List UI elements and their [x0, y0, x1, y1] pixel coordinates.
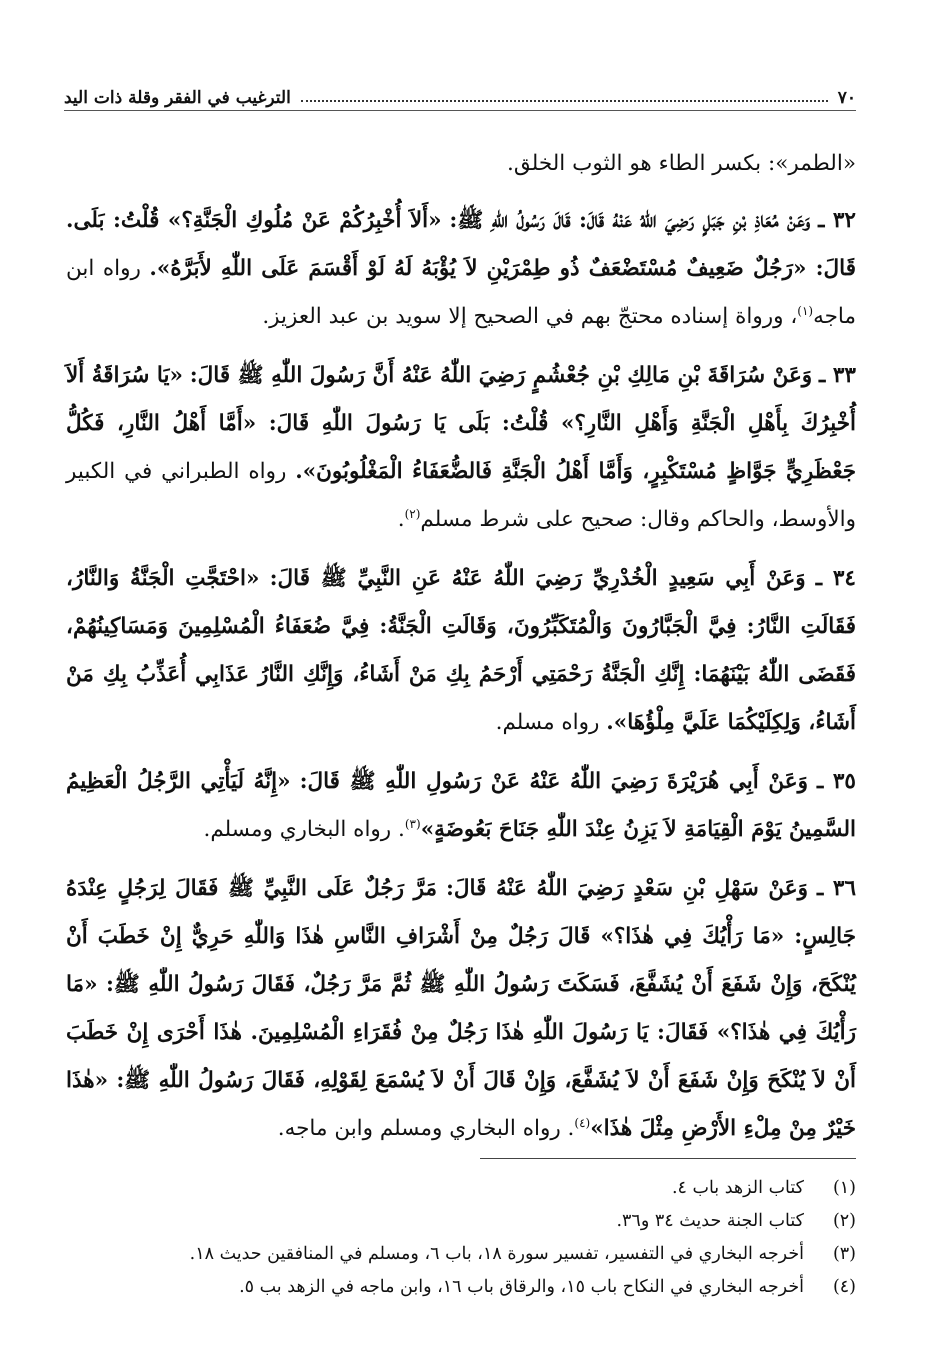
footnote-number: (٤) — [832, 1277, 856, 1297]
footnote-text: أخرجه البخاري في التفسير، تفسير سورة ١٨، باب ٦، ومسلم في المنافقين حديث ١٨. — [189, 1244, 804, 1264]
footnote-rule — [480, 1158, 856, 1159]
hadith-34 — [66, 555, 856, 747]
hadith-number: ٣٣ ـ — [819, 363, 856, 388]
footnote-text: كتاب الزهد باب ٤. — [671, 1178, 804, 1198]
hadith-source: . رواه البخاري ومسلم. — [203, 817, 405, 842]
hadith-number: ٣٤ ـ — [815, 566, 856, 591]
header-rule — [64, 110, 856, 111]
hadith-source: رواه مسلم. — [495, 710, 600, 735]
footnote-item — [64, 1238, 856, 1271]
hadith-32 — [66, 197, 856, 341]
footnote-number: (٣) — [832, 1244, 856, 1264]
hadith-source: . رواه البخاري ومسلم وابن ماجه. — [277, 1116, 575, 1141]
hadith-number: ٣٦ ـ — [816, 876, 856, 901]
header-title: الترغيب في الفقر وقلة ذات اليد — [64, 88, 291, 108]
hadith-isnad: وَعَنْ أَبِي هُرَيْرَةَ رَضِيَ اللّٰهُ عَنْهُ عَنْ رَسُولِ اللّٰهِ ﷺ قَالَ: — [299, 769, 808, 794]
footnote-text: أخرجه البخاري في النكاح باب ١٥، والرقاق باب ١٦، وابن ماجه في الزهد بب ٥. — [239, 1277, 804, 1297]
hadith-source: رواه الطبراني في الكبير والأوسط، والحاكم وقال: صحيح على شرط مسلم — [66, 459, 856, 532]
footnote-ref: (١) — [797, 303, 814, 318]
hadith-source-cont: ، ورواة إسناده محتجّ بهم في الصحيح إلا سويد بن عبد العزيز. — [262, 304, 798, 329]
hadith-text: «إِنَّهُ لَيَأْتِي الرَّجُلُ الْعَظِيمُ السَّمِينُ يَوْمَ الْقِيَامَةِ لاَ يَزِنُ عِنْدَ اللّٰهِ جَنَاحَ بَعُوضَةٍ» — [66, 769, 856, 842]
hadith-source-cont: . — [397, 507, 405, 532]
footnote-number: (٢) — [832, 1211, 856, 1231]
hadith-isnad: وَعَنْ سُرَاقَةَ بْنِ مَالِكِ بْنِ جُعْشُمٍ رَضِيَ اللّٰهُ عَنْهُ أَنَّ رَسُولَ اللّٰهِ ﷺ قَالَ: — [189, 363, 813, 388]
header-dot-leader — [301, 100, 828, 102]
footnote-text: كتاب الجنة حديث ٣٤ و٣٦. — [616, 1211, 804, 1231]
hadith-isnad: وَعَنْ أَبِي سَعِيدٍ الْخُدْرِيِّ رَضِيَ اللّٰهُ عَنْهُ عَنِ النَّبِيِّ ﷺ قَالَ: — [269, 566, 806, 591]
hadith-isnad: وَعَنْ سَهْلِ بْنِ سَعْدٍ رَضِيَ اللّٰهُ عَنْهُ قَالَ: — [446, 876, 809, 901]
footnote-number: (١) — [832, 1178, 856, 1198]
footnote-ref: (٤) — [574, 1115, 591, 1130]
hadith-number: ٣٥ ـ — [816, 769, 856, 794]
hadith-36 — [66, 865, 856, 1153]
hadith-33 — [66, 352, 856, 544]
hadith-35 — [66, 758, 856, 854]
footnote-item — [64, 1271, 856, 1304]
running-header — [64, 82, 856, 108]
main-text — [66, 140, 856, 1164]
hadith-isnad: وَعَنْ مُعَاذِ بْنِ جَبَلٍ رَضِيَ اللّٰهُ عَنْهُ قَالَ: قَالَ رَسُولُ اللّٰهِ ﷺ: — [449, 208, 811, 233]
footnotes — [64, 1172, 856, 1304]
hadith-text: «احْتَجَّتِ الْجَنَّةُ وَالنَّارُ، فَقَالَتِ النَّارُ: فِيَّ الْجَبَّارُونَ وَالْمُتَكَبِّرُونَ، وَقَالَتِ الْجَنَّةُ: فِيَّ ضُعَفَاءُ الْمُسْلِمِينَ وَمَسَاكِينُهُمْ، فَقَضَى اللّٰهُ بَيْنَهُمَا: إِنَّكِ الْجَنَّةُ رَحْمَتِي أَرْحَمُ بِكِ مَنْ أَشَاءُ، وَإِنَّكِ النَّارُ عَذَابِي أُعَذِّبُ بِكِ مَنْ أَشَاءُ، وَلِكِلَيْكُمَا عَلَيَّ مِلْؤُهَا». — [66, 566, 856, 735]
footnote-ref: (٢) — [404, 506, 421, 521]
footnote-ref: (٣) — [404, 816, 421, 831]
hadith-number: ٣٢ ـ — [818, 208, 856, 233]
footnote-item — [64, 1172, 856, 1205]
hadith-source: رواه ابن ماجه — [66, 256, 856, 329]
hadith-text: «يَا سُرَاقَةُ أَلاَ أُخْبِرُكَ بِأَهْلِ الْجَنَّةِ وَأَهْلِ النَّارِ؟» قُلْتُ: بَلَى يَا رَسُولَ اللّٰهِ قَالَ: «أَمَّا أَهْلُ النَّارِ، فَكُلُّ جَعْظَرِيٍّ جَوَّاظٍ مُسْتَكْبِرٍ، وَأَمَّا أَهْلُ الْجَنَّةِ فَالضُّعَفَاءُ الْمَغْلُوبُونَ». — [66, 363, 856, 484]
hadith-text: مَرَّ رَجُلٌ عَلَى النَّبِيِّ ﷺ فَقَالَ لِرَجُلٍ عِنْدَهُ جَالِسٍ: «مَا رَأْيُكَ فِي هٰذَا؟» قَالَ رَجُلٌ مِنْ أَشْرَافِ النَّاسِ هٰذَا وَاللّٰهِ حَرِيٌّ إِنْ خَطَبَ أَنْ يُنْكَحَ، وَإِنْ شَفَعَ أَنْ يُشَفَّعَ، فَسَكَتَ رَسُولُ اللّٰهِ ﷺ ثُمَّ مَرَّ رَجُلٌ، فَقَالَ رَسُولُ اللّٰهِ ﷺ: «مَا رَأْيُكَ فِي هٰذَا؟» فَقَالَ: يَا رَسُولَ اللّٰهِ هٰذَا رَجُلٌ مِنْ فُقَرَاءِ الْمُسْلِمِينَ. هٰذَا أَحْرَى إِنْ خَطَبَ أَنْ لاَ يُنْكَحَ وَإِنْ شَفَعَ أَنْ لاَ يُشَفَّعَ، وَإِنْ قَالَ أَنْ لاَ يُسْمَعَ لِقَوْلِهِ، فَقَالَ رَسُولُ اللّٰهِ ﷺ: «هٰذَا خَيْرٌ مِنْ مِلْءِ الأَرْضِ مِثْلَ هٰذَا» — [66, 876, 856, 1141]
page-number: ٧٠ — [837, 88, 856, 108]
footnote-item — [64, 1205, 856, 1238]
definition-paragraph: «الطمر»: بكسر الطاء هو الثوب الخلق. — [507, 151, 856, 176]
hadith-text: «أَلاَ أُخْبِرُكُمْ عَنْ مُلُوكِ الْجَنَّةِ؟» قُلْتُ: بَلَى. قَالَ: «رَجُلٌ ضَعِيفٌ مُسْتَضْعَفٌ ذُو طِمْرَيْنِ لاَ يُؤْبَهُ لَهُ لَوْ أَقْسَمَ عَلَى اللّٰهِ لأَبَرَّهُ». — [66, 208, 856, 281]
